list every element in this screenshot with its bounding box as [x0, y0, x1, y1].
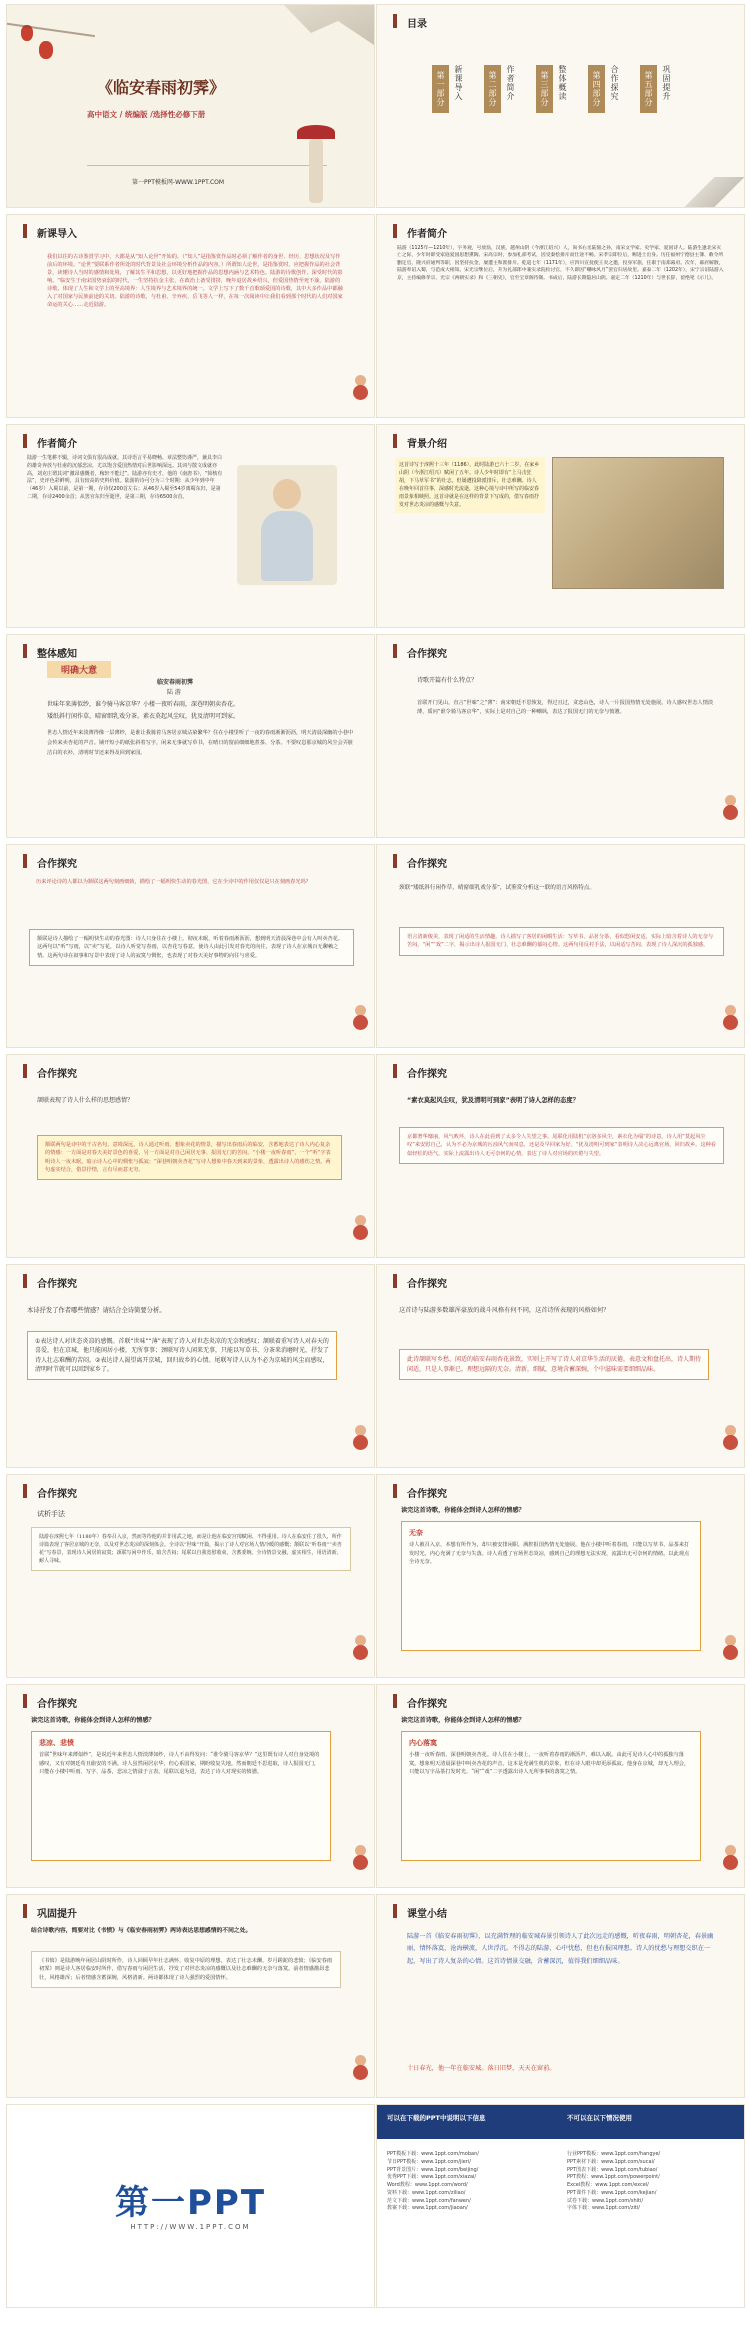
promo-link[interactable]: PPT教程：www.1ppt.com/powerpoint/: [567, 2174, 660, 2181]
slide-emotion-sorrow: [6, 1684, 375, 1888]
promo-link[interactable]: PPT背景图片：www.1ppt.com/beijing/: [387, 2166, 479, 2173]
question-text: “素衣莫起风尘叹，犹及清明可到家”表明了诗人怎样的态度？: [407, 1097, 579, 1104]
title-bar: [23, 1484, 27, 1498]
mascot-decoration: [352, 1635, 370, 1661]
logo-url: HTTP://WWW.1PPT.COM: [130, 2223, 251, 2231]
summary-text: 陆游一首《临安春雨初霁》，以充满哲理的临安城春景引领诗人了此次远走的感慨，听夜春雨，明朝杏花，春景幽丽，情怀落寞，沧海横流，人世浮沉。不得志的陆游，心中忧愁，但也有报国理想。诗人的忧愁与理想交织在一起，写出了诗人复杂的心情。这首诗情景交融，含蓄深沉，值得我们细细品味。: [407, 1933, 714, 1965]
promo-link[interactable]: Excel教程：www.1ppt.com/excel/: [567, 2182, 649, 2188]
slide-cover: [6, 4, 375, 208]
mascot-decoration: [722, 1635, 740, 1661]
author-works-text: 陆游一生笔耕不辍，诗词文俱有很高成就。其诗语言平易晓畅、章法整饬谨严，兼具李白的雄奇奔放与杜甫的沉郁悲凉，尤以饱含爱国热情对后世影响深远。其词与散文成就亦高，刘克庄谓其词“激昂感慨者，稼轩不能过”。陆游亦有史才，他的《南唐书》，“简核有法”，史评色彩鲜明，具有较高的史料价值。陆游的诗可分为三个时期：从少年到中年（46岁）入蜀以前，是第一期，存诗仅200首左右；从46岁入蜀至54岁离蜀东归，是第二期，存诗2400余首；从罢官东归至逝世，是第三期，存诗6500余首。: [27, 455, 223, 500]
emotion-box: [401, 1731, 701, 1861]
slide-discussion-7: [376, 1264, 745, 1468]
slide-emotion-helpless: [376, 1474, 745, 1678]
slide-discussion-4: [6, 1054, 375, 1258]
slide-promo-logo: [6, 2104, 375, 2308]
answer-box: 此诗颔联写乡愁、闲适的临安春雨杏花景致，实则上开写了诗人对京华生活的厌倦，表意文和盘托出，诗人期待闲适，只是人事渐已，理想远隔的无奈。清新，细腻，意境含蓄深婉，个中滋味需要细细品味。: [399, 1349, 709, 1380]
slide-title: 合作探究: [407, 1069, 447, 1080]
emotion-title: 悲凉、悲愤: [39, 1738, 74, 1747]
slide-author-works: [6, 424, 375, 628]
meaning-label: 明确大意: [47, 661, 111, 678]
toc-list: [432, 65, 672, 113]
promo-link[interactable]: 范文下载：www.1ppt.com/fanwen/: [387, 2197, 471, 2204]
question-text: 本诗抒发了作者哪些情感？请结合全诗简要分析。: [27, 1307, 166, 1314]
question-text: 读完这首诗歌，你能体会到诗人怎样的情感？: [401, 1717, 525, 1724]
title-bar: [393, 644, 397, 658]
promo-link[interactable]: 字体下载：www.1ppt.com/ziti/: [567, 2205, 640, 2212]
slide-title: 作者简介: [407, 229, 447, 240]
mascot-decoration: [352, 1215, 370, 1241]
promo-link[interactable]: PPT素材下载：www.1ppt.com/sucai/: [567, 2158, 655, 2165]
slide-emotion-lonely: [376, 1684, 745, 1888]
slide-discussion-2: [6, 844, 375, 1048]
question-text: 结合诗歌内容，简要对比《书愤》与《临安春雨初霁》两诗表达思想感情的不同之处。: [31, 1928, 252, 1934]
emotion-title: 内心落寞: [409, 1738, 437, 1747]
promo-left-title: 可以在下载的PPT中说明以下信息: [387, 2114, 486, 2122]
girl-with-umbrella-illustration: [297, 125, 335, 203]
promo-link[interactable]: 教案下载：www.1ppt.com/jiaoan/: [387, 2205, 468, 2212]
mascot-decoration: [722, 795, 740, 821]
toc-tag: 第三部分: [536, 65, 553, 113]
slide-background: [376, 424, 745, 628]
toc-title: 目录: [407, 19, 427, 30]
title-bar: [393, 14, 397, 28]
answer-box: 颔联是诗人描绘了一幅明快生动的春光图：诗人只身住在小楼上，彻夜未眠，听着春雨淅沥沥，想到明天清晨深巷中会有人叫卖杏花。这两句以“听”写雨，以“卖”写花，以诗人听觉写春雨，以杏花写春意，使诗人由此引发对春光的向往，表现了诗人在京城百无聊赖之情。这两句诗在叙事和写景中表现了诗人的寂寞与惆怅，也表现了对春天美好事物的向往与喜爱。: [29, 929, 354, 966]
ancient-painting: [552, 457, 724, 589]
mascot-decoration: [352, 2055, 370, 2081]
poem-line-2: 矮纸斜行闲作草，晴窗细乳戏分茶。素衣莫起风尘叹，犹及清明可到家。: [47, 713, 240, 720]
background-text: 这首诗写于淳熙十三年（1186），此时陆游已六十二岁，在家乡山阴（今浙江绍兴）赋闲了五年。诗人少年时即有“上马击狂胡，下马草军书”的壮志，但屡遭投降派排斥，壮志难酬。诗人在晚年回首往事，深感时光流逝，这种心境与诗中所写的临安春雨景象相映照。这首诗就是在这样的背景下写成的，借写春雨抒发对世态炎凉的感慨与失意。: [395, 457, 545, 513]
promo-link[interactable]: PPT图表下载：www.1ppt.com/tubiao/: [567, 2166, 658, 2173]
mascot-decoration: [722, 1005, 740, 1031]
toc-tag: 第一部分: [432, 65, 449, 113]
slide-title: 合作探究: [407, 1489, 447, 1500]
promo-left-list: [387, 2151, 557, 2213]
promo-right-title: 不可以在以下情况使用: [567, 2114, 632, 2122]
question-box: 历来评论诗的人都以为颔联这两句刻画细致，描绘了一幅明快生动的春光图，它在全诗中的作用仅仅是只在刻画春光吗？: [36, 879, 311, 885]
cover-subtitle: 高中语文 / 统编版 /选择性必修下册: [87, 110, 206, 119]
emotion-text: 诗人被召入京，本想有所作为，却只被安排闲职，满腔报国热情无处施展。他在小楼中听着春雨，只能以写草书、品茶来打发时光，内心充满了无奈与失落。诗人看透了官场世态炎凉，感到自己的理想无法实现，流露出无可奈何的情绪。以此观点全诗无奈。: [409, 1542, 690, 1565]
promo-link[interactable]: 节日PPT模板：www.1ppt.com/jieri/: [387, 2158, 471, 2165]
slide-title: 合作探究: [407, 649, 447, 660]
slide-title: 巩固提升: [37, 1909, 77, 1920]
title-bar: [393, 1064, 397, 1078]
promo-link[interactable]: PPT模板下载：www.1ppt.com/moban/: [387, 2151, 479, 2157]
emotion-box: [401, 1521, 701, 1651]
toc-label: 整体概读: [558, 65, 567, 101]
lu-you-portrait: [237, 465, 337, 585]
title-bar: [23, 1064, 27, 1078]
mascot-decoration: [722, 1845, 740, 1871]
slide-title: 合作探究: [407, 859, 447, 870]
slide-discussion-6: [6, 1264, 375, 1468]
lantern-decoration: [39, 41, 53, 59]
emotion-box: [31, 1731, 331, 1861]
slide-title: 合作探究: [407, 1699, 447, 1710]
cover-title: 《临安春雨初霁》: [97, 78, 226, 97]
slide-title: 合作探究: [407, 1279, 447, 1290]
toc-label: 巩固提升: [662, 65, 671, 101]
mascot-decoration: [352, 1845, 370, 1871]
logo-title: 第一PPT: [114, 2183, 267, 2223]
toc-tag: 第五部分: [640, 65, 657, 113]
title-bar: [23, 434, 27, 448]
slide-discussion-1: [376, 634, 745, 838]
ink-wash-decoration: [674, 177, 744, 207]
slide-consolidation: [6, 1894, 375, 2098]
slide-discussion-3: [376, 844, 745, 1048]
slide-promo-info: [376, 2104, 745, 2308]
title-bar: [393, 1484, 397, 1498]
title-bar: [23, 1274, 27, 1288]
slide-title: 新课导入: [37, 229, 77, 240]
slide-title: 合作探究: [37, 1699, 77, 1710]
poem-translation: 世态人情近年来淡薄得像一层薄纱，是谁让我骑着马客居京城沾染繁华？住在小楼里听了一夜的春雨淅淅沥沥，明天清晨深幽的小巷中会传来卖杏花的声音。铺开短小的纸张斜着写字，闲来无事就写草书，在晴日的窗前细细地煮茶、分茶。不要叹息那京城的风尘会弄脏洁白的衣衫，清明时节还来得及回到家园。: [47, 730, 354, 756]
toc-item-3[interactable]: [536, 65, 568, 113]
toc-tag: 第四部分: [588, 65, 605, 113]
slide-new-lesson-intro: [6, 214, 375, 418]
slide-title: 合作探究: [37, 1489, 77, 1500]
emotion-text: 小楼一夜听春雨，深巷明朝卖杏花。诗人住在小楼上，一夜听着春雨的淅沥声，难以入眠。由此可见诗人心中的孤独与落寞。想象明天清晨深巷中叫卖杏花的声音，这本是充满生机的景象，但在诗人眼中却更添孤寂。他身在京城，却无人理会，只能以写字品茶打发时光。“闲”“戏”二字透露出诗人无所事事的落寞之情。: [409, 1752, 690, 1775]
mascot-decoration: [722, 1425, 740, 1451]
slide-summary: [376, 1894, 745, 2098]
title-bar: [393, 1904, 397, 1918]
toc-item-5[interactable]: [640, 65, 672, 113]
promo-link[interactable]: Word教程：www.1ppt.com/word/: [387, 2182, 468, 2188]
answer-box: ①表达诗人对世态炎凉的感慨。首联“世味”“薄”表现了诗人对世态炎凉的无奈和感叹；颔联着重写诗人对春天的喜爱，但在京城，他只能闲居小楼，无所事事；颈联写诗人闲来无事，只能以写草书、分茶来消磨时光，抒发了诗人壮志难酬的苦闷。②表达诗人渴望离开京城，回归故乡的心情。尾联写诗人认为不必为京城的风尘而感叹，清明时节就可以回到家乡了。: [27, 1331, 337, 1380]
question-text: 诗歌开篇有什么特点？: [417, 677, 478, 684]
cover-website: 第一PPT模板网-WWW.1PPT.COM: [132, 179, 225, 186]
emotion-text: 首联“世味年来薄似纱”，是说近年来世态人情淡薄如纱，诗人不由得发问：“谁令骑马客京华？”这里既有诗人对自身处境的感叹，又有对朝廷苟且偷安的不满。诗人虽然闲居京华，但心系国家，期盼收复失地。然而朝廷不思进取，诗人报国无门，只能在小楼中听雨、写字、品茶，悲凉之情溢于言表。尾联以退为进，表达了诗人对现实的愤懑。: [39, 1752, 320, 1775]
promo-right-list: [567, 2151, 737, 2213]
toc-label: 合作探究: [610, 65, 619, 101]
slide-discussion-5: [376, 1054, 745, 1258]
poem-title: 临安春雨初霁: [157, 679, 194, 686]
title-bar: [393, 434, 397, 448]
slide-overall-perception: [6, 634, 375, 838]
slide-title: 背景介绍: [407, 439, 447, 450]
title-bar: [23, 224, 27, 238]
promo-link[interactable]: 资料下载：www.1ppt.com/ziliao/: [387, 2189, 466, 2196]
toc-tag: 第二部分: [484, 65, 501, 113]
question-text: 颈联“矮纸斜行闲作草，晴窗细乳戏分茶”，试鉴赏分析这一联的语言风格特点。: [399, 885, 595, 891]
slide-author-bio: [376, 214, 745, 418]
slide-title: 合作探究: [37, 1279, 77, 1290]
plum-blossom-branch: [6, 4, 98, 37]
mascot-decoration: [352, 1005, 370, 1031]
title-bar: [23, 1694, 27, 1708]
ink-mountain-decoration: [284, 5, 374, 45]
technique-box: 陆游在淳熙七年（1180年）春奉召入京，然而等待他的并非用武之地，而是让他在临安宫闱赋闲、不得重用。诗人在临安住了很久，所作诗篇表现了客居京城的无奈，以及对世态炎凉的深刻体会。全诗以“世味”开篇，揭示了诗人对官场人情冷暖的感慨；颔联以“听春雨”“卖杏花”写春景，表现诗人闲居的寂寞；颈联写闲中作乐，暗含苦闷；尾联以自我宽慰收束，含蓄委婉。全诗情景交融，虚实相生，用语清新，耐人寻味。: [31, 1527, 351, 1571]
slide-toc: [376, 4, 745, 208]
author-bio-text: 陆游（1125年—1210年），字务观，号放翁，汉族，越州山阴（今浙江绍兴）人，尚书右丞陆佃之孙，南宋文学家、史学家、爱国诗人。陆游生逢北宋灭亡之际，少年时即受家庭爱国思想熏陶。宋高宗时，参加礼部考试，因受秦桧排斥而仕途不畅。宋孝宗即位后，赐进士出身。历任福州宁德县主簿、敕令所删定官、隆兴府通判等职，因坚持抗金，屡遭主和派排斥。乾道七年（1171年），应四川宣抚使王炎之邀，投身军旅，任职于南郑幕府。次年，幕府解散，陆游奉诏入蜀，与范成大相知。宋光宗继位后，升为礼部郎中兼实录院检讨官，不久即因“嘲咏风月”罢官归居故里。嘉泰二年（1202年），宋宁宗诏陆游入京，主持编修孝宗、光宗《两朝实录》和《三朝史》，官至宝章阁待制。书成后，陆游长期隐居山阴。嘉定二年（1210年）与世长辞，留绝笔《示儿》。: [397, 246, 724, 281]
slide-title: 作者简介: [37, 439, 77, 450]
intro-text: 我们以往的古诗鉴赏学习中，大都是从“知人论世”开始的。（“知人”是指鉴赏作品时必须了解作者的身世、经历、思想状况及写作前后的环境。“论世”要联系作者所处的时代背景及社会环境分析作品的内容。）所谓知人论世，是指鉴赏时，应把握作品的社会背景，读懂诗人当时的感情和处境，了解其生平和思想，以更好地把握作品的思想内涵与艺术特色。陆游的诗歌创作，深受时代的影响。“临安生于南宋国势衰弱的时代，一生坚持抗金主张，在政治上备受排挤，晚年退居故乡绍兴，但爱国热情至死不渝。陆游的诗歌，体现了人生和文学上的至高境界：人生境界与艺术境界的统一。文学上写下了数千首歌颂爱国的诗歌，其中大多作品中都融入了对国家与民族前途的关切。陆游的诗歌，与杜甫、辛弃疾、岳飞等人一样，在每一次阅读中让我们看到那个时代的人们对国家命运的关心……走近陆游。: [47, 254, 343, 309]
slide-title: 合作探究: [37, 859, 77, 870]
technique-heading: 试析手法: [37, 1510, 65, 1518]
poem-line-1: 世味年来薄似纱，谁令骑马客京华？小楼一夜听春雨，深巷明朝卖杏花。: [47, 701, 240, 708]
title-bar: [23, 854, 27, 868]
promo-link[interactable]: 试卷下载：www.1ppt.com/shiti/: [567, 2197, 644, 2204]
answer-box: 语言清新俊美，表现了闲适的生活情趣。诗人描写了客居的闲暇生活：写草书、品茗分茶，看似悠闲安适，实际上暗含着诗人的无奈与苦闷。“闲”“戏”二字，揭示出诗人报国无门、壮志难酬的郁闷心情。这两句用反衬手法，以闲适写苦闷，表现了诗人深沉的孤独感。: [399, 927, 724, 956]
question-text: 读完这首诗歌，你能体会到诗人怎样的情感？: [401, 1507, 525, 1514]
toc-item-2[interactable]: [484, 65, 516, 113]
title-bar: [393, 224, 397, 238]
slide-title: 合作探究: [37, 1069, 77, 1080]
title-bar: [393, 854, 397, 868]
toc-label: 新课导入: [454, 65, 463, 101]
question-text: 读完这首诗歌，你能体会到诗人怎样的情感？: [31, 1717, 155, 1724]
title-bar: [23, 1904, 27, 1918]
cover-divider: [87, 165, 327, 166]
poem-author: 陆 游: [167, 689, 181, 696]
summary-highlight: 十日春光，他一年在临安城。落日旧梦，天天在窗前。: [407, 2065, 556, 2072]
emotion-title: 无奈: [409, 1528, 423, 1537]
slide-title: 课堂小结: [407, 1909, 447, 1920]
title-bar: [393, 1274, 397, 1288]
slide-technique: [6, 1474, 375, 1678]
promo-header: [377, 2105, 744, 2139]
mascot-decoration: [352, 375, 370, 401]
promo-link[interactable]: PPT课件下载：www.1ppt.com/kejian/: [567, 2189, 657, 2196]
answer-box: 颔联两句是诗中的千古名句，意境深远，诗人通过听雨、想象卖花的情景，描写出春雨后的临安，含蓄地表达了诗人内心复杂的情感：一方面是对春天美好景色的喜爱，另一方面是对自己闲居无事、报国无门的苦闷。“小楼一夜听春雨”，一个“听”字表明诗人一夜未眠，暗示诗人心中的惆怅与孤寂；“深巷明朝卖杏花”写诗人想象中春天到来的景象，透露出诗人的感伤之情。两句虚实结合，借景抒情，言有尽而意无穷。: [37, 1135, 342, 1180]
title-bar: [393, 1694, 397, 1708]
answer-text: 首联开门见山，直言“世味”之“薄”：南宋朝廷不思恢复，得过且过，贪恋山色，诗人一片报国热情无处施展。诗人感叹世态人情淡薄，质问“谁令骑马客京华”，实际上是对自己的一种嘲讽，表达了报国无门的无奈与愤懑。: [417, 700, 714, 715]
answer-box: 京都奢华靡丽，风气败坏，诗人在此看到了太多令人失望之事。尾联化用陆机“京洛多风尘，素衣化为缁”的诗意，诗人用“莫起风尘叹”来安慰自己，认为不必为京城的污浊风气而叹息，还是及早回家为好。“犹及清明可到家”表明诗人决心远离官场，回归故乡。这种看似轻松的语气，实际上流露出诗人无可奈何的心情，表达了诗人对官场的厌倦与失望。: [399, 1127, 724, 1164]
mascot-decoration: [352, 1425, 370, 1451]
promo-link[interactable]: 优秀PPT下载：www.1ppt.com/xiazai/: [387, 2174, 477, 2181]
answer-box: 《书愤》是陆游晚年闲居山阴时所作，诗人回顾早年壮志满怀、收复中原的理想，表达了壮志未酬、岁月蹉跎的悲愤；《临安春雨初霁》则是诗人客居临安时所作，借写春雨与闲居生活，抒发了对世态炎凉的感慨以及壮志难酬的无奈与落寞。前者情感激昂悲壮，风格雄浑；后者情感含蓄深婉，风格清新。两诗都体现了诗人强烈的爱国情怀。: [31, 1951, 341, 1988]
title-bar: [23, 644, 27, 658]
promo-link[interactable]: 行业PPT模板：www.1ppt.com/hangye/: [567, 2151, 661, 2157]
question-text: 这首诗与陆游多数雄浑豪放的战斗风格有何不同，这首诗所表现的风格如何？: [399, 1307, 610, 1314]
toc-label: 作者简介: [506, 65, 515, 101]
question-text: 颔联表现了诗人什么样的思想感情？: [37, 1097, 134, 1104]
toc-item-1[interactable]: [432, 65, 464, 113]
slide-title: 整体感知: [37, 649, 77, 660]
toc-item-4[interactable]: [588, 65, 620, 113]
